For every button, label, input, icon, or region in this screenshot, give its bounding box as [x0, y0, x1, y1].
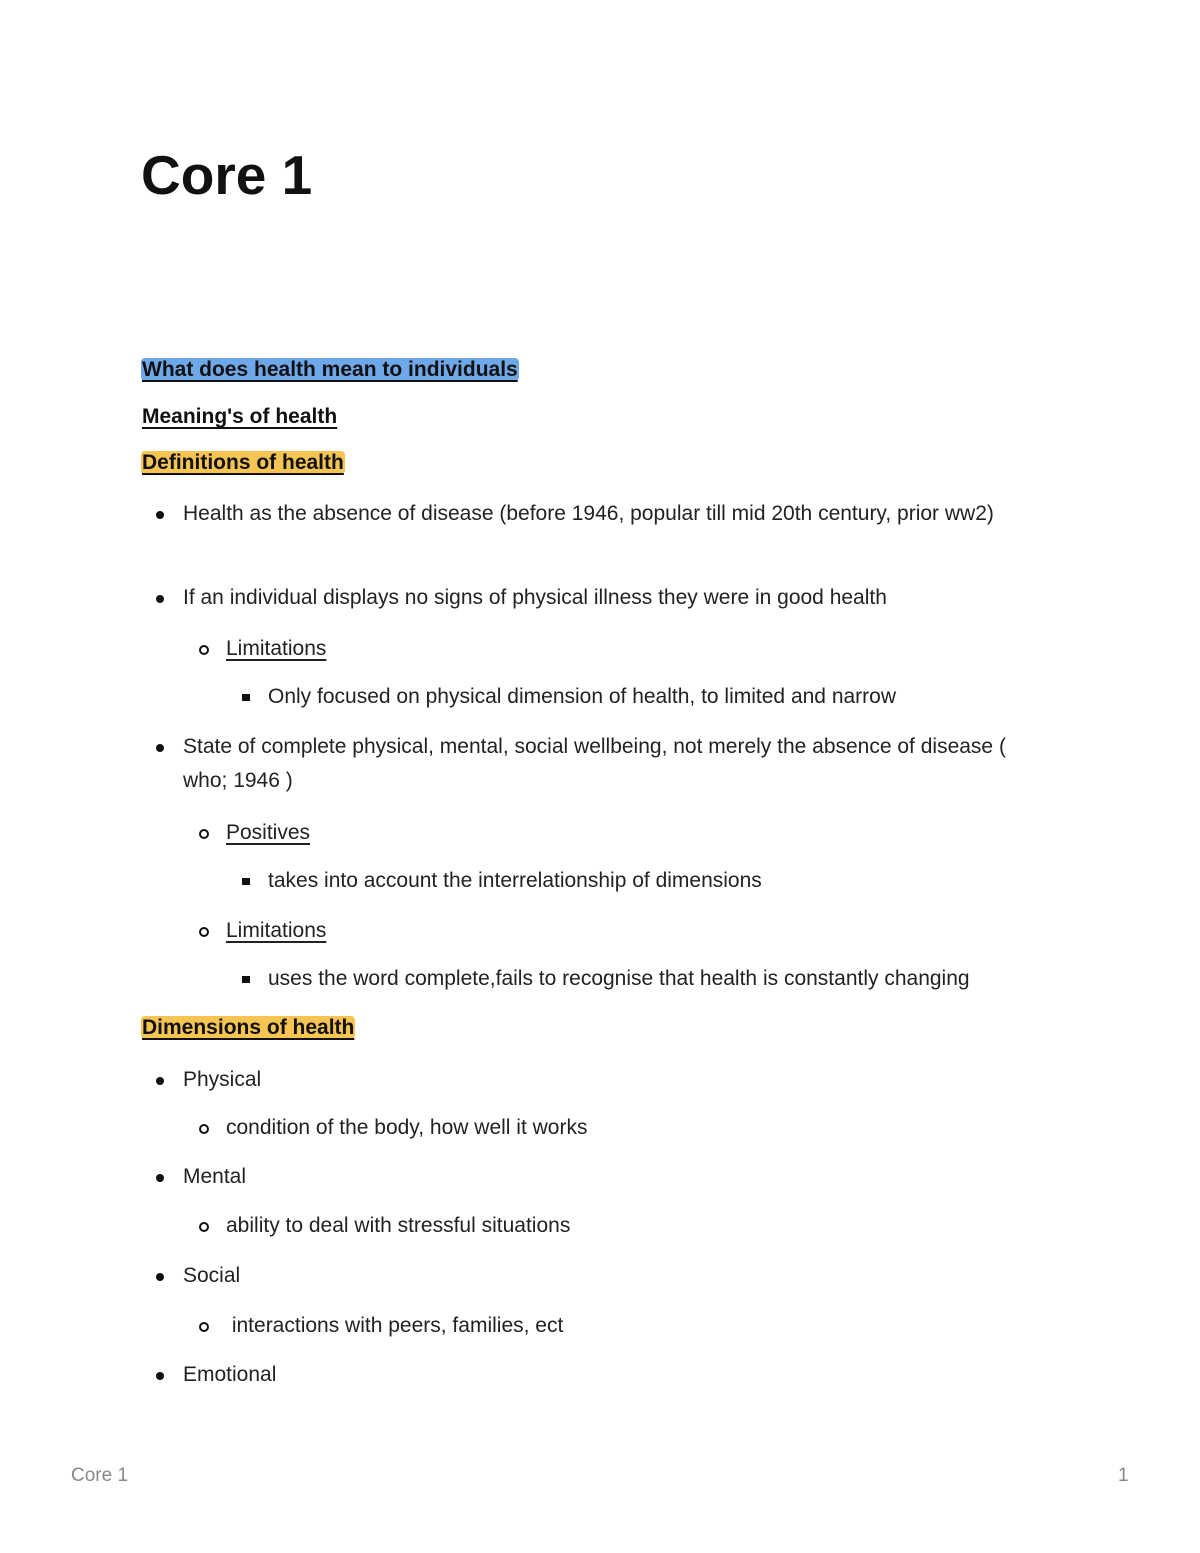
list-item-limitations-1 — [226, 632, 1056, 666]
bullet-square-icon — [242, 976, 250, 983]
heading-dimensions-of-health — [141, 1014, 355, 1042]
list-item-text: Health as the absence of disease (before 1946, popular till mid 20th century, prior ww2) — [183, 502, 994, 525]
list-item-text: Limitations — [226, 919, 327, 942]
heading-meanings-of-health — [141, 403, 338, 431]
bullet-circle-icon — [199, 1322, 209, 1332]
list-item-no-signs-of-illness — [183, 581, 1053, 615]
list-item-text: Positives — [226, 821, 311, 844]
list-item-text: If an individual displays no signs of physical illness they were in good health — [183, 586, 887, 609]
bullet-disc-icon — [156, 1273, 164, 1281]
list-item-text: takes into account the interrelationship of dimensions — [268, 869, 762, 892]
list-item-text: Only focused on physical dimension of health, to limited and narrow — [268, 685, 897, 708]
bullet-disc-icon — [156, 744, 164, 752]
list-item-absence-of-disease — [183, 497, 1053, 531]
list-item-text: Social — [183, 1264, 241, 1287]
heading-what-does-health-mean-text: What does health mean to individuals — [142, 358, 518, 381]
bullet-circle-icon — [199, 927, 209, 937]
bullet-square-icon — [242, 878, 250, 885]
list-item-emotional — [183, 1358, 1053, 1392]
heading-dimensions-text: Dimensions of health — [142, 1016, 355, 1039]
list-item-physical-detail — [226, 1111, 1056, 1145]
list-item-limitations-1-detail — [268, 680, 1068, 714]
list-item-mental-detail — [226, 1209, 1056, 1243]
list-item-text: Emotional — [183, 1363, 277, 1386]
list-item-text: uses the word complete,fails to recognise that health is constantly changing — [268, 967, 970, 990]
bullet-circle-icon — [199, 1124, 209, 1134]
list-item-social-detail — [226, 1309, 1056, 1343]
bullet-disc-icon — [156, 595, 164, 603]
bullet-disc-icon — [156, 511, 164, 519]
list-item-text: Physical — [183, 1068, 262, 1091]
bullet-disc-icon — [156, 1077, 164, 1085]
list-item-physical — [183, 1063, 1053, 1097]
list-item-limitations-2 — [226, 914, 1056, 948]
bullet-circle-icon — [199, 645, 209, 655]
list-item-who-definition — [183, 730, 1053, 798]
list-item-text: interactions with peers, families, ect — [226, 1314, 564, 1337]
bullet-circle-icon — [199, 829, 209, 839]
heading-meanings-text: Meaning's of health — [142, 405, 338, 428]
list-item-text: condition of the body, how well it works — [226, 1116, 588, 1139]
list-item-mental — [183, 1160, 1053, 1194]
bullet-circle-icon — [199, 1222, 209, 1232]
heading-definitions-of-health — [141, 449, 345, 477]
list-item-social — [183, 1259, 1053, 1293]
list-item-limitations-2-detail — [268, 962, 1068, 996]
list-item-text: State of complete physical, mental, social wellbeing, not merely the absence of disease ( who; 1946 ) — [183, 735, 1006, 792]
list-item-text: Limitations — [226, 637, 327, 660]
list-item-text: Mental — [183, 1165, 247, 1188]
list-item-positives — [226, 816, 1056, 850]
heading-what-does-health-mean — [141, 356, 519, 384]
bullet-disc-icon — [156, 1174, 164, 1182]
heading-definitions-text: Definitions of health — [142, 451, 344, 474]
list-item-text: ability to deal with stressful situations — [226, 1214, 571, 1237]
page-title: Core 1 — [141, 144, 313, 206]
list-item-positives-detail — [268, 864, 1068, 898]
bullet-square-icon — [242, 694, 250, 701]
bullet-disc-icon — [156, 1372, 164, 1380]
footer-page-number: 1 — [1118, 1465, 1129, 1486]
footer-title: Core 1 — [71, 1465, 129, 1486]
